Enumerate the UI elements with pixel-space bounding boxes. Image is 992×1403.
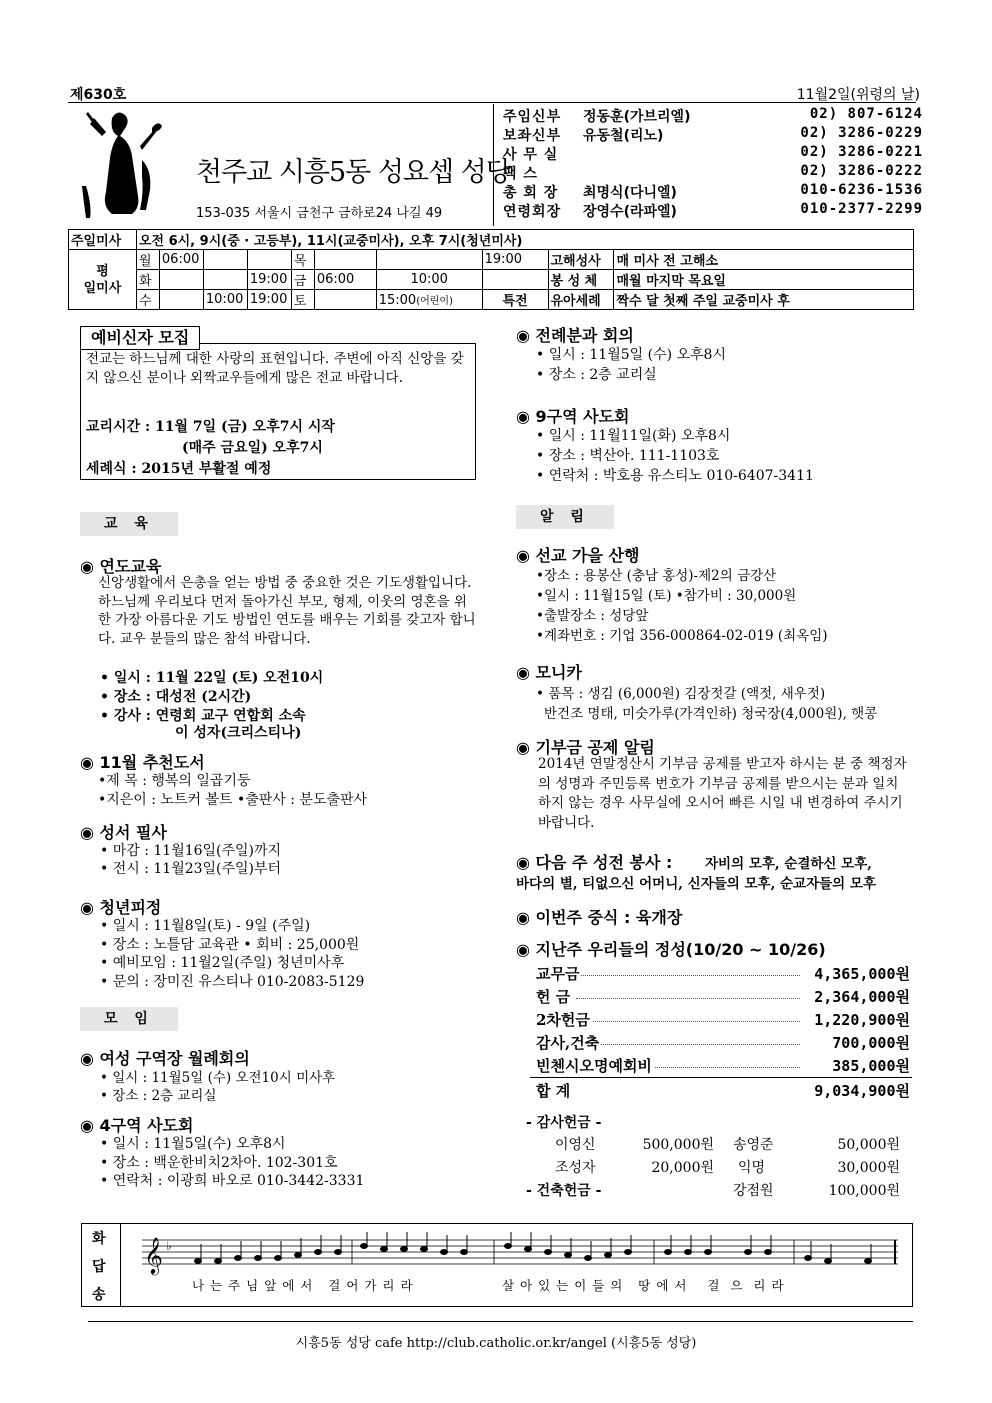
time-fri-morning: 06:00 [314,270,376,290]
confession-label: 고해성사 [548,250,614,270]
offering-total-label: 합 계 [536,1082,571,1100]
psalm-label-char: 화 [92,1231,106,1247]
staff-row [503,125,923,144]
weekday-row-tue [69,270,914,290]
district9-contact: • 연락처 : 박호용 유스티노 010-6407-3411 [536,468,814,484]
lunch-menu: ◉ 이번주 중식 : 육개장 [516,908,683,927]
offering-row [536,986,910,1008]
monica-items: • 품목 : 생김 (6,000원) 김장젓갈 (액젓, 새우젓) [536,686,826,702]
staff-role: 보좌신부 [503,128,562,144]
staff-phone: 010-6236-1536 [800,182,923,198]
catechumen-body: 전교는 하느님께 대한 사랑의 표현입니다. 주변에 아직 신앙을 갖지 않으신 분이나 외짝교우들에게 많은 전교 바랍니다. [86,351,464,386]
monica-title: ◉ 모니카 [516,663,582,682]
thanks-name: 송영준 [733,1137,774,1153]
time-wed-evening: 19:00 [247,290,291,310]
thanks-amount: 50,000원 [837,1137,900,1153]
staff-name: 장영수(라파엘) [583,204,677,220]
baptism-info: 짝수 달 첫째 주일 교중미사 후 [614,290,914,310]
weekday-row-mon [69,250,914,270]
altar-title: ◉ 다음 주 성전 봉사 : [516,853,673,872]
yeondo-date: • 일시 : 11월 22일 (토) 오전10시 [100,670,324,686]
time-mon-morning: 06:00 [159,250,203,270]
thanks-name: 강점원 [733,1183,774,1199]
district9-place: • 장소 : 벽산아. 111-1103호 [536,448,720,464]
district9-date: • 일시 : 11월11일(화) 오후8시 [536,428,731,444]
time-sat-note: (어린이) [416,295,453,307]
staff-row [503,201,923,220]
time-thu-mid [376,250,482,270]
youth-title: ◉ 청년피정 [80,898,162,917]
women-meeting-place: • 장소 : 2층 교리실 [100,1088,217,1104]
footer-cafe-link: 시흥5동 성당 cafe http://club.catholic.or.kr/angel (시흥5동 성당) [295,1336,697,1351]
time-tue-mid [203,270,247,290]
day-fri: 금 [291,270,314,290]
thanks-name: 익명 [738,1160,766,1176]
women-meeting-date: • 일시 : 11월5일 (수) 오전10시 미사후 [100,1070,336,1086]
thanks-name: 이영신 [555,1137,596,1153]
weekday-row-wed [69,290,914,310]
offering-row [536,1055,910,1077]
sunday-mass-label: 주일미사 [69,230,137,250]
day-tue: 화 [136,270,159,290]
day-thu: 목 [291,250,314,270]
offering-amount: 700,000원 [829,1032,910,1053]
altar-groups-more: 바다의 별, 티없으신 어머니, 신자들의 모후, 순교자들의 모후 [516,876,876,892]
donation-title: ◉ 기부금 공제 알림 [516,738,655,757]
staff-row [503,106,923,125]
special-label: 특전 [482,290,548,310]
church-name: 천주교 시흥5동 성요셉 성당 [196,157,511,188]
offering-leader [576,1021,800,1022]
building-offering-title: - 건축헌금 - [526,1183,602,1199]
youth-pre-meeting: • 예비모임 : 11월2일(주일) 청년미사후 [100,955,345,971]
time-mon-evening [247,250,291,270]
offering-label: 감사,건축 [536,1034,600,1052]
hiking-account: •계좌번호 : 기업 356-000864-02-019 (최옥임) [536,628,828,644]
sunday-mass-times: 오전 6시, 9시(중 · 고등부), 11시(교중미사), 오후 7시(청년미사) [136,230,913,250]
svg-text:♭: ♭ [166,1239,172,1253]
education-tag: 교 육 [80,512,178,536]
psalm-label-char: 답 [92,1259,106,1275]
offering-label: 2차헌금 [536,1011,590,1029]
catechumen-class-time: 교리시간 : 11월 7일 (금) 오후7시 시작 [86,419,335,435]
time-fri-evening [482,270,548,290]
offering-label: 헌 금 [536,988,571,1006]
offering-amount: 385,000원 [829,1055,910,1076]
offering-leader [576,1044,800,1045]
time-sat-afternoon: 15:00 [378,292,417,308]
offering-amount: 4,365,000원 [811,963,910,984]
mass-schedule-table [68,229,914,310]
district4-date: • 일시 : 11월5일(수) 오후8시 [100,1136,286,1152]
book-line-title: •제 목 : 행복의 일곱기둥 [98,773,251,789]
header-divider [68,102,916,103]
staff-role: 총 회 장 [503,185,559,201]
weekday-mass-label: 평 일미사 [69,250,137,310]
time-tue-morning [159,270,203,290]
issue-number: 제630호 [70,87,127,103]
psalm-lyrics-first: 나 는 주 님 앞 에 서 걸 어 가 리 라 [192,1278,414,1293]
thanks-amount: 500,000원 [642,1137,714,1153]
book-line-author: •지은이 : 노트커 볼트 •출판사 : 분도출판사 [98,792,368,808]
confession-info: 매 미사 전 고해소 [614,250,914,270]
offering-row [536,1032,910,1054]
time-sat-mid [376,290,482,310]
offering-total-divider [530,1077,912,1078]
time-sat-morning [314,290,376,310]
thanks-offering-title: - 감사헌금 - [526,1115,602,1131]
yeondo-lecturer-name: 이 성자(크리스티나) [175,725,302,741]
staff-row [503,144,923,163]
music-staff-icon [142,1232,902,1278]
staff-phone: 02) 807-6124 [809,106,923,122]
district4-title: ◉ 4구역 사도회 [80,1116,194,1135]
offering-leader [576,975,800,976]
staff-name: 유동철(리노) [583,128,664,144]
responsorial-psalm-box [81,1223,913,1307]
yeondo-place: • 장소 : 대성전 (2시간) [100,689,252,705]
staff-role: 사 무 실 [503,147,559,163]
staff-name: 최명식(다니엘) [583,185,677,201]
adoration-label: 봉 성 체 [548,270,614,290]
thanks-amount: 100,000원 [828,1183,900,1199]
liturgy-place: • 장소 : 2층 교리실 [536,367,657,383]
thanks-name: 조성자 [555,1160,596,1176]
liturgy-title: ◉ 전례분과 회의 [516,326,634,345]
staff-phone: 02) 3286-0222 [800,163,923,179]
time-fri-mid: 10:00 [376,270,482,290]
district4-contact: • 연락처 : 이광희 바오로 010-3442-3331 [100,1173,365,1189]
svg-text:𝄞: 𝄞 [144,1236,163,1274]
yeondo-title: ◉ 연도교육 [80,557,162,576]
district9-title: ◉ 9구역 사도회 [516,407,630,426]
staff-phone: 02) 3286-0229 [800,125,923,141]
staff-role: 팩 스 [503,166,538,182]
time-wed-mid: 10:00 [203,290,247,310]
day-mon: 월 [136,250,159,270]
staff-row [503,163,923,182]
catechumen-baptism: 세례식 : 2015년 부활절 예정 [86,461,272,477]
sunday-mass-row [69,230,914,250]
altar-groups: 자비의 모후, 순결하신 모후, [705,856,872,872]
psalm-label-char: 송 [92,1287,106,1303]
thanks-amount: 20,000원 [651,1160,714,1176]
donation-body: 2014년 연말정산시 기부금 공제를 받고자 하시는 분 중 책정자의 성명과 주민등록 번호가 기부금 공제를 받으시는 분과 일치 하지 않는 경우 사무실에 오시어 빠른 시일 내 변경하여 주시기 바랍니다. [538,756,907,831]
bible-exhibition: • 전시 : 11월23일(주일)부터 [100,861,282,877]
bible-title: ◉ 성서 필사 [80,823,167,842]
staff-phone: 02) 3286-0221 [800,144,923,160]
psalm-lyrics-second: 살 아 있 는 이 들 의 땅 에 서 걸 으 리 라 [502,1278,785,1293]
youth-date: • 일시 : 11월8일(토) - 9일 (주일) [100,918,311,934]
time-thu-evening: 19:00 [482,250,548,270]
offering-label: 빈첸시오명예회비 [536,1057,652,1075]
church-address: 153-035 서울시 금천구 금하로24 나길 49 [196,206,443,221]
staff-role: 주임신부 [503,109,562,125]
catechumen-class-time-weekly: (매주 금요일) 오후7시 [182,440,323,456]
offering-row [536,963,910,985]
saint-joseph-logo-icon [80,106,170,220]
time-tue-evening: 19:00 [247,270,291,290]
issue-date: 11월2일(위령의 날) [796,87,920,103]
time-thu-morning [314,250,376,270]
youth-contact: • 문의 : 장미진 유스티나 010-2083-5129 [100,974,365,990]
staff-phone: 010-2377-2299 [800,201,923,217]
notice-tag: 알 림 [516,505,614,529]
hiking-title: ◉ 선교 가을 산행 [516,546,640,565]
youth-place: • 장소 : 노틀담 교육관 • 회비 : 25,000원 [100,937,360,953]
offering-amount: 2,364,000원 [811,986,910,1007]
staff-name: 정동훈(가브리엘) [583,109,691,125]
women-meeting-title: ◉ 여성 구역장 월례회의 [80,1049,250,1068]
district4-place: • 장소 : 백운한비치2차아. 102-301호 [100,1155,338,1171]
yeondo-body: 신앙생활에서 은총을 얻는 방법 중 중요한 것은 기도생활입니다. 하느님께 우리보다 먼저 돌아가신 부모, 형제, 이웃의 영혼을 위한 가장 아름다운 기도 방법인 연도를 배우는 기회를 갖고자 합니다. 교우 분들의 많은 참석 바랍니다. [98,575,476,647]
thanks-amount: 30,000원 [837,1160,900,1176]
staff-role: 연령회장 [503,204,562,220]
footer-divider [88,1321,913,1322]
offering-leader [576,998,800,999]
liturgy-date: • 일시 : 11월5일 (수) 오후8시 [536,347,726,363]
day-sat: 토 [291,290,314,310]
staff-row [503,182,923,201]
hiking-date-fee: •일시 : 11월15일 (토) •참가비 : 30,000원 [536,588,797,604]
offering-total-amount: 9,034,900원 [811,1080,910,1101]
adoration-info: 매월 마지막 목요일 [614,270,914,290]
offering-label: 교무금 [536,965,580,983]
bible-deadline: • 마감 : 11월16일(주일)까지 [100,843,282,859]
meeting-tag: 모 임 [80,1007,178,1031]
offering-title: ◉ 지난주 우리들의 정성(10/20 ~ 10/26) [516,940,826,959]
day-wed: 수 [136,290,159,310]
yeondo-lecturer: • 강사 : 연령회 교구 연합회 소속 [100,708,306,724]
baptism-label: 유아세례 [548,290,614,310]
monica-items-more: 반건조 명태, 미숫가루(가격인하) 청국장(4,000원), 햇콩 [544,706,878,722]
offering-row [536,1009,910,1031]
book-title: ◉ 11월 추천도서 [80,753,205,772]
header-vertical-divider [493,104,494,226]
catechumen-title: 예비신자 모집 [80,326,200,350]
time-mon-mid [203,250,247,270]
psalm-label-divider [120,1224,121,1306]
hiking-departure: •출발장소 : 성당앞 [536,608,649,624]
hiking-place: •장소 : 용봉산 (충남 홍성)-제2의 금강산 [536,568,777,584]
offering-total-row [536,1080,910,1102]
offering-amount: 1,220,900원 [811,1009,910,1030]
time-wed-morning [159,290,203,310]
